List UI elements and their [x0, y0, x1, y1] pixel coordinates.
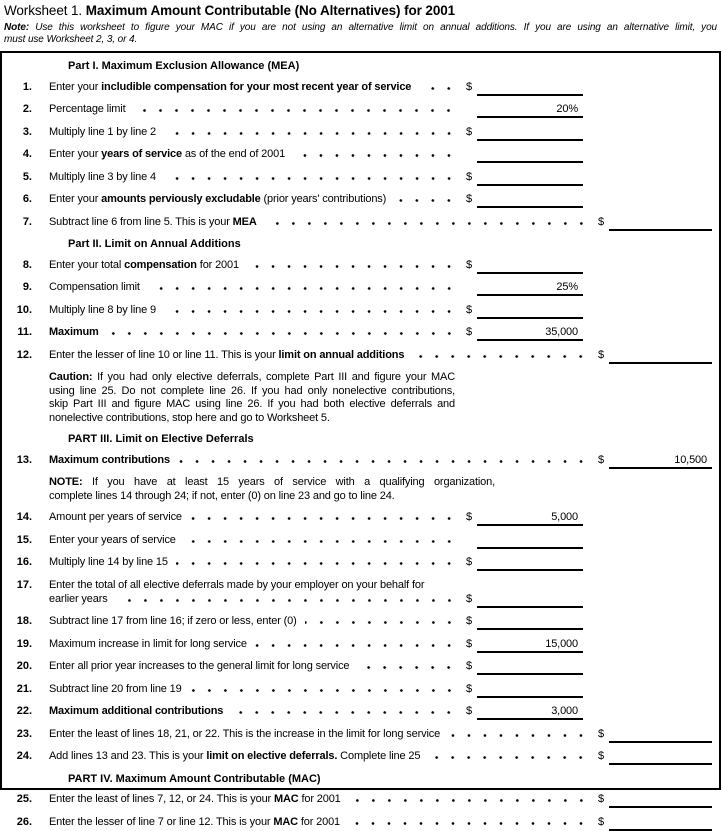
dollar-sign: $	[466, 682, 472, 695]
line-text-segment: for 2001	[196, 258, 239, 271]
intro-note-line-1	[4, 22, 717, 34]
dot-leader	[107, 331, 454, 335]
dot-leader	[428, 755, 586, 759]
line-text-segment: Enter all prior year increases to the general limit for long service	[49, 660, 350, 672]
amount-underline	[477, 660, 583, 675]
line-number: 5.	[22, 170, 32, 183]
line-text	[49, 793, 341, 806]
dot-leader	[231, 710, 454, 714]
line-text	[49, 349, 404, 362]
line-text	[49, 728, 440, 741]
line-number: 4.	[22, 148, 32, 160]
amount-underline: 25%	[477, 281, 583, 296]
line-text	[49, 660, 349, 673]
worksheet-line	[2, 750, 719, 765]
dollar-sign: $	[466, 705, 472, 717]
line-text-segment: Amount per years of service	[49, 511, 182, 523]
worksheet-line	[2, 534, 719, 549]
dot-leader	[419, 86, 454, 90]
line-text	[49, 216, 257, 229]
worksheet-line	[2, 683, 719, 698]
line-number: 25.	[16, 793, 32, 805]
amount-underline	[477, 259, 583, 274]
line-number: 18.	[16, 615, 32, 627]
line-number: 14.	[16, 511, 32, 523]
worksheet-line	[2, 816, 719, 831]
line-text-segment: limit on elective deferrals.	[206, 750, 338, 762]
line-text-segment: Multiply line 3 by line 4	[49, 170, 156, 183]
line-text	[49, 281, 140, 294]
amount-underline	[477, 126, 583, 141]
dot-leader	[164, 131, 454, 135]
dollar-sign: $	[598, 453, 604, 466]
dollar-sign: $	[598, 815, 604, 828]
line-text-segment: for 2001	[297, 815, 341, 828]
amount-underline	[609, 349, 712, 364]
note-label: Note:	[4, 22, 30, 33]
worksheet-line	[2, 304, 719, 319]
dollar-sign: $	[466, 660, 472, 672]
dot-leader	[293, 153, 454, 157]
amount-underline	[609, 750, 712, 765]
worksheet-line	[2, 511, 719, 526]
line-number: 22.	[16, 705, 32, 717]
line-text	[49, 705, 223, 718]
paragraph-line: skip Part III and figure MAC using line 26. If you had both elective deferrals and	[49, 398, 455, 410]
dot-leader	[394, 198, 454, 202]
part-header: Part I. Maximum Exclusion Allowance (MEA)	[68, 60, 300, 72]
intro-note-line-2: must use Worksheet 2, 3, or 4.	[4, 34, 138, 45]
line-text-segment: Multiply line 14 by line 15	[49, 556, 168, 568]
worksheet-line	[2, 326, 719, 341]
line-text	[49, 534, 176, 547]
dollar-sign: $	[466, 592, 472, 605]
worksheet-box	[0, 51, 721, 828]
worksheet-rows	[2, 60, 719, 831]
worksheet-title: Maximum Amount Contributable (No Alternatives) for 2001	[85, 3, 456, 18]
line-number: 3.	[22, 125, 32, 138]
dot-leader	[265, 221, 586, 225]
line-text	[49, 511, 182, 524]
amount-underline	[609, 216, 712, 231]
line-number: 17.	[16, 578, 32, 591]
amount-underline: 5,000	[477, 511, 583, 526]
amount-underline: 15,000	[477, 638, 583, 653]
note-paragraph	[49, 476, 495, 503]
intro-note	[4, 22, 717, 46]
line-text	[49, 638, 247, 651]
line-number: 11.	[17, 326, 32, 338]
line-text-segment: Enter your total	[49, 258, 125, 271]
dollar-sign: $	[598, 793, 604, 805]
dollar-sign: $	[466, 637, 472, 650]
line-text-segment: Complete line 25	[337, 750, 421, 762]
line-number: 9.	[22, 281, 32, 293]
line-text	[49, 454, 170, 467]
amount-underline	[477, 171, 583, 186]
line-text-segment: Multiply line 8 by line 9	[49, 303, 156, 316]
dollar-sign: $	[466, 556, 472, 568]
dot-leader	[190, 516, 454, 520]
worksheet-line	[2, 705, 719, 720]
amount-underline	[477, 193, 583, 208]
part-header: PART IV. Maximum Amount Contributable (MAC)	[68, 772, 321, 785]
line-text-segment: Enter the lesser of line 7 or line 12. This is your	[49, 815, 274, 828]
dollar-sign: $	[466, 326, 472, 338]
line-text	[49, 171, 156, 184]
dollar-sign: $	[466, 125, 472, 138]
line-text-segment: for 2001	[298, 793, 341, 805]
dot-leader	[133, 108, 454, 112]
line-text-segment: MAC	[273, 815, 298, 828]
line-text-segment: Maximum contributions	[49, 453, 170, 466]
line-text-segment: Enter the total of all elective deferrals made by your employer on your behalf for	[49, 578, 425, 591]
line-text-segment: Subtract line 6 from line 5. This is your	[49, 215, 233, 228]
line-text-segment: Compensation limit	[49, 281, 140, 293]
worksheet-line	[2, 615, 719, 630]
dot-leader	[116, 598, 454, 602]
amount-underline: 3,000	[477, 705, 583, 720]
paragraph-label: Caution:	[49, 371, 98, 383]
line-text-segment: Enter the least of lines 18, 21, or 22. This is the increase in the limit for long service	[49, 727, 441, 740]
line-text	[49, 593, 108, 606]
paragraph-line: complete lines 14 through 24; if not, enter (0) on line 23 and go to line 24.	[49, 489, 395, 502]
line-number: 19.	[16, 637, 32, 650]
dot-leader	[349, 798, 586, 802]
worksheet-line	[2, 349, 719, 364]
line-text-segment: Multiply line 1 by line 2	[49, 125, 156, 138]
worksheet-number: Worksheet 1.	[4, 3, 86, 18]
amount-underline: 10,500	[609, 454, 712, 469]
line-number: 6.	[22, 193, 32, 205]
line-number: 24.	[16, 750, 32, 762]
amount-underline	[477, 148, 583, 163]
line-text-segment: compensation	[124, 258, 197, 271]
dollar-sign: $	[598, 750, 604, 762]
worksheet-line	[2, 81, 719, 96]
worksheet-line	[2, 126, 719, 141]
amount-underline	[609, 816, 712, 831]
line-text-segment: Maximum additional contributions	[49, 705, 224, 717]
dollar-sign: $	[466, 511, 472, 523]
line-text-segment: MEA	[232, 215, 257, 228]
line-text-segment: includible compensation for your most recent year of service	[101, 80, 412, 93]
line-text-segment: as of the end of 2001	[181, 148, 286, 160]
line-number: 13.	[16, 453, 32, 466]
worksheet-line	[2, 593, 719, 608]
dollar-sign: $	[598, 348, 604, 361]
dot-leader	[164, 309, 454, 313]
amount-underline	[477, 556, 583, 571]
dot-leader	[357, 665, 454, 669]
dot-leader	[178, 459, 586, 463]
worksheet-line	[2, 193, 719, 208]
dot-leader	[412, 354, 586, 358]
dollar-sign: $	[466, 80, 472, 93]
line-text	[49, 615, 297, 628]
line-text-segment: MAC	[273, 793, 299, 805]
line-text-segment: Percentage limit	[49, 103, 126, 115]
paragraph-line: nonelective contributions, stop here and go to Worksheet 5.	[49, 411, 330, 424]
dot-leader	[255, 643, 454, 647]
line-number: 26.	[16, 815, 32, 828]
worksheet-line	[2, 454, 719, 469]
amount-underline: 20%	[477, 103, 583, 118]
line-text-segment: Subtract line 20 from line 19	[49, 682, 182, 695]
amount-underline	[477, 81, 583, 96]
worksheet-line	[2, 103, 719, 118]
worksheet-line	[2, 579, 719, 592]
page-title	[0, 2, 721, 19]
line-number: 10.	[16, 303, 32, 316]
dot-leader	[348, 821, 586, 825]
line-text	[49, 103, 125, 116]
dollar-sign: $	[466, 193, 472, 205]
dollar-sign: $	[598, 727, 604, 740]
worksheet-line	[2, 171, 719, 186]
dot-leader	[176, 561, 454, 565]
line-number: 7.	[22, 215, 32, 228]
line-text	[49, 259, 239, 272]
dollar-sign: $	[466, 258, 472, 271]
dot-leader	[148, 286, 454, 290]
line-number: 20.	[16, 660, 32, 672]
line-text-segment: (prior years' contributions)	[260, 193, 387, 205]
dot-leader	[164, 176, 454, 180]
dot-leader	[184, 539, 454, 543]
line-text	[49, 556, 168, 569]
amount-underline	[477, 304, 583, 319]
line-text-segment: Enter your	[49, 148, 102, 160]
caution-paragraph	[49, 371, 455, 425]
line-text-segment: Maximum	[49, 326, 99, 338]
dollar-sign: $	[466, 170, 472, 183]
line-text	[49, 750, 420, 763]
paragraph-line: using line 25. Do not complete line 26. If you had only nonelective contributions,	[49, 384, 455, 397]
line-text	[49, 326, 99, 339]
part-header: Part II. Limit on Annual Additions	[68, 238, 241, 250]
worksheet-line	[2, 728, 719, 743]
worksheet-line	[2, 148, 719, 163]
worksheet-line	[2, 216, 719, 231]
paragraph-line: NOTE: If you have at least 15 years of service with a qualifying organization,	[49, 476, 495, 488]
line-text	[49, 126, 156, 139]
line-number: 21.	[16, 682, 32, 695]
line-text-segment: Enter the least of lines 7, 12, or 24. This is your	[49, 793, 274, 805]
worksheet-line	[2, 660, 719, 675]
dot-leader	[190, 688, 454, 692]
line-text-segment: Maximum increase in limit for long service	[49, 637, 247, 650]
paragraph-label: NOTE:	[49, 476, 92, 488]
line-text-segment: earlier years	[49, 592, 108, 605]
line-text	[49, 579, 424, 592]
worksheet-line	[2, 556, 719, 571]
line-text	[49, 683, 182, 696]
line-text-segment: limit on annual additions	[278, 348, 405, 361]
line-number: 23.	[16, 727, 32, 740]
line-text-segment: Add lines 13 and 23. This is your	[49, 750, 207, 762]
amount-underline: 35,000	[477, 326, 583, 341]
line-text	[49, 81, 411, 94]
worksheet-line	[2, 259, 719, 274]
amount-underline	[477, 683, 583, 698]
worksheet-line	[2, 793, 719, 808]
line-number: 2.	[22, 103, 32, 115]
line-text-segment: years of service	[101, 148, 182, 160]
worksheet-line	[2, 638, 719, 653]
line-text-segment: Enter your	[49, 80, 102, 93]
line-text	[49, 304, 156, 317]
line-number: 15.	[16, 533, 32, 546]
dot-leader	[247, 264, 454, 268]
dollar-sign: $	[598, 215, 604, 228]
line-text	[49, 816, 340, 829]
paragraph-line: Caution: If you had only elective deferrals, complete Part III and figure your MAC	[49, 371, 455, 383]
amount-underline	[477, 593, 583, 608]
line-text-segment: Enter your years of service	[49, 533, 176, 546]
amount-underline	[477, 534, 583, 549]
line-text-segment: amounts perviously excludable	[101, 193, 261, 205]
line-text-segment: Enter your	[49, 193, 102, 205]
amount-underline	[609, 728, 712, 743]
line-number: 8.	[22, 258, 32, 271]
part-header: PART III. Limit on Elective Deferrals	[68, 433, 254, 445]
line-text	[49, 148, 285, 161]
line-number: 16.	[16, 556, 32, 568]
line-number: 1.	[22, 80, 32, 93]
worksheet-line	[2, 281, 719, 296]
amount-underline	[477, 615, 583, 630]
amount-underline	[609, 793, 712, 808]
dot-leader	[305, 620, 454, 624]
dollar-sign: $	[466, 615, 472, 627]
note-text-1: Use this worksheet to figure your MAC if you are not using an alternative limit on annual additions. If you are using an alternative limit, you	[29, 22, 717, 33]
line-text-segment: Subtract line 17 from line 16; if zero or less, enter (0)	[49, 615, 297, 627]
line-text-segment: Enter the lesser of line 10 or line 11. This is your	[49, 348, 279, 361]
dollar-sign: $	[466, 303, 472, 316]
line-number: 12.	[16, 348, 32, 361]
line-text	[49, 193, 386, 206]
dot-leader	[448, 733, 586, 737]
